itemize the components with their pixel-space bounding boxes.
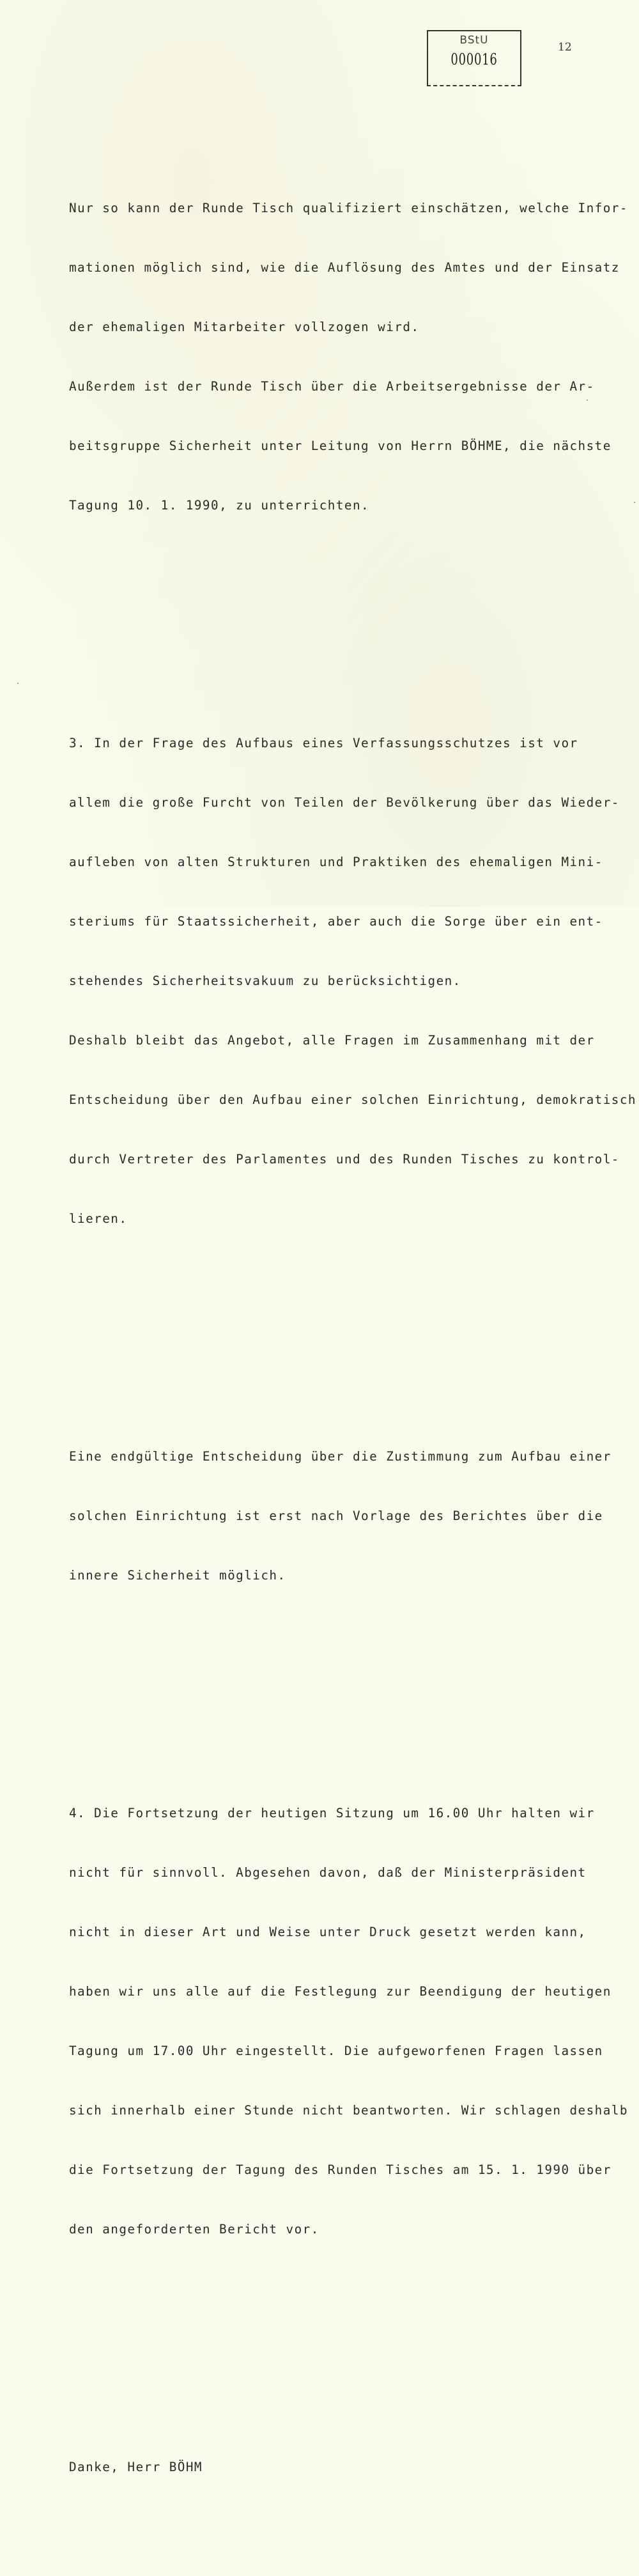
text-line: 4. Die Fortsetzung der heutigen Sitzung um 16.00 Uhr halten wir (69, 1806, 595, 1820)
closing-line: Danke, Herr BÖHM (69, 2460, 203, 2474)
text-line: Eine endgültige Entscheidung über die Zustimmung zum Aufbau einer (69, 1449, 612, 1464)
document-body (69, 99, 636, 2576)
text-line: den angeforderten Bericht vor. (69, 2222, 320, 2237)
archive-stamp (427, 30, 521, 86)
text-line: nicht für sinnvoll. Abgesehen davon, daß der Ministerpräsident (69, 1865, 587, 1880)
paragraph-intro (69, 159, 628, 555)
text-line: 3. In der Frage des Aufbaus eines Verfassungsschutzes ist vor (69, 736, 578, 750)
stamp-number: 000016 (450, 50, 498, 68)
text-line: nicht in dieser Art und Weise unter Druck gesetzt werden kann, (69, 1925, 587, 1939)
paragraph-point-3 (69, 694, 636, 1268)
text-line: lieren. (69, 1211, 128, 1226)
text-line: Außerdem ist der Runde Tisch über die Arbeitsergebnisse der Ar- (69, 379, 595, 394)
text-line: durch Vertreter des Parlamentes und des Runden Tisches zu kontrol- (69, 1152, 620, 1167)
text-line: solchen Einrichtung ist erst nach Vorlage des Berichtes über die (69, 1509, 603, 1523)
text-line: stehendes Sicherheitsvakuum zu berücksichtigen. (69, 974, 461, 988)
paragraph-gap (69, 1328, 619, 1347)
text-line: aufleben von alten Strukturen und Praktiken des ehemaligen Mini- (69, 855, 603, 869)
text-line: Deshalb bleibt das Angebot, alle Fragen im Zusammenhang mit der (69, 1033, 595, 1048)
text-line: haben wir uns alle auf die Festlegung zur Beendigung der heutigen (69, 1984, 612, 1999)
paragraph-gap (69, 1684, 619, 1704)
text-line: mationen möglich sind, wie die Auflösung des Amtes und der Einsatz (69, 260, 620, 275)
text-line: die Fortsetzung der Tagung des Runden Tisches am 15. 1. 1990 über (69, 2162, 612, 2177)
scan-speck (17, 683, 19, 684)
text-line: Tagung um 17.00 Uhr eingestellt. Die aufgeworfenen Fragen lassen (69, 2044, 603, 2058)
scan-speck (587, 400, 588, 401)
paragraph-gap (69, 614, 619, 634)
stamp-organization: BStU (459, 34, 489, 47)
text-line: innere Sicherheit möglich. (69, 1568, 286, 1583)
paragraph-gap (69, 2338, 619, 2358)
text-line: steriums für Staatssicherheit, aber auch die Sorge über ein ent- (69, 914, 603, 929)
paragraph-final-decision (69, 1407, 619, 1625)
text-line: Tagung 10. 1. 1990, zu unterrichten. (69, 498, 370, 513)
text-line: der ehemaligen Mitarbeiter vollzogen wird. (69, 320, 420, 334)
text-line: sich innerhalb einer Stunde nicht beantworten. Wir schlagen deshalb (69, 2103, 628, 2118)
text-line: beitsgruppe Sicherheit unter Leitung von Herrn BÖHME, die nächste (69, 438, 612, 453)
text-line: Nur so kann der Runde Tisch qualifiziert einschätzen, welche Infor- (69, 201, 628, 215)
text-line: Entscheidung über den Aufbau einer solchen Einrichtung, demokratisch (69, 1092, 636, 1107)
page-number: 12 (558, 41, 572, 54)
paragraph-point-4 (69, 1764, 628, 2279)
text-line: allem die große Furcht von Teilen der Bevölkerung über das Wieder- (69, 795, 620, 810)
paragraph-closing (69, 2417, 619, 2517)
scan-speck (634, 502, 635, 503)
